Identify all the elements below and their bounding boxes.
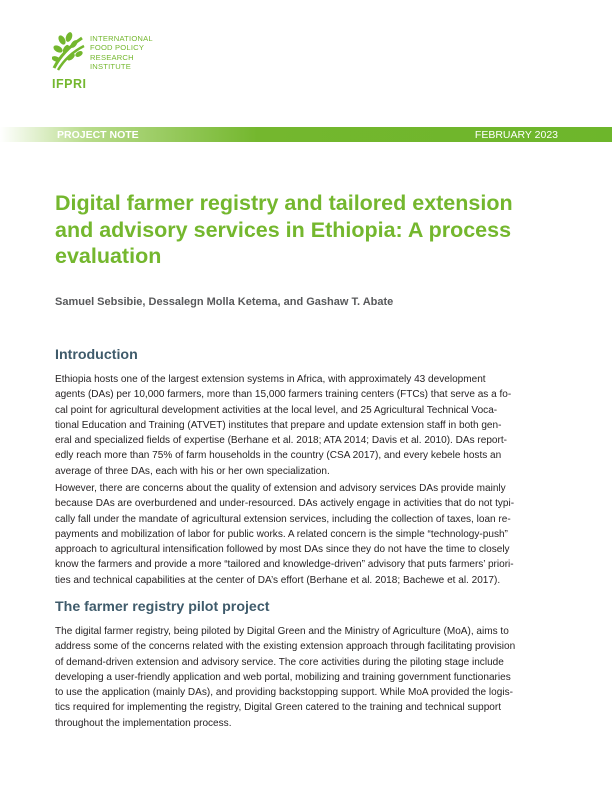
- text-line: The digital farmer registry, being piloted by Digital Green and the Ministry of Agriculture (MoA), aims to: [55, 626, 509, 637]
- paragraph: [55, 372, 558, 479]
- text-line: eral and specialized fields of expertise (Berhane et al. 2018; ATA 2014; Davis et al. 2010). DAs report-: [55, 435, 507, 447]
- text-line: cally fall under the mandate of agricultural extension services, including the collection of taxes, loan re-: [55, 513, 511, 525]
- logo-abbreviation: IFPRI: [52, 77, 87, 91]
- document-title: [55, 190, 565, 270]
- text-line: tional Education and Training (ATVET) institutes that prepare and update extension staff in both gen-: [55, 419, 502, 431]
- text-line: throughout the implementation process.: [55, 717, 232, 729]
- text-line: payments and mobilization of labor for public works. A related concern is the simple “technology-push”: [55, 528, 508, 540]
- text-line: average of three DAs, each with his or her own specialization.: [55, 465, 330, 477]
- title-line: and advisory services in Ethiopia: A process: [55, 217, 512, 242]
- paragraph: [55, 624, 558, 731]
- title-line: Digital farmer registry and tailored extension: [55, 191, 513, 215]
- authors: Samuel Sebsibie, Dessalegn Molla Ketema, and Gashaw T. Abate: [55, 296, 394, 308]
- text-line: developing a user-friendly application and web portal, mobilizing and training government functionaries: [55, 671, 511, 683]
- logo-line: FOOD POLICY: [90, 43, 145, 53]
- document-type-label: PROJECT NOTE: [57, 129, 139, 141]
- ifpri-logo: [52, 32, 172, 94]
- text-line: Ethiopia hosts one of the largest extension systems in Africa, with approximately 43 development: [55, 374, 486, 385]
- text-line: ties and technical capabilities at the center of DA’s effort (Berhane et al. 2018; Bachewe et al. 2017).: [55, 574, 501, 586]
- text-line: agents (DAs) per 10,000 farmers, more than 15,000 farmers training centers (FTCs) that serve as a fo-: [55, 389, 512, 401]
- section-heading-introduction: Introduction: [55, 347, 138, 363]
- wheat-logo-icon: [52, 32, 92, 78]
- text-line: because DAs are overburdened and under-resourced. DAs actively engage in activities that do not typi-: [55, 498, 515, 510]
- logo-wordmark: [90, 34, 153, 72]
- text-line: of demand-driven extension and advisory service. The core activities during the piloting stage include: [55, 656, 504, 668]
- text-line: approach to agricultural intensification followed by most DAs since they do not have the time to closely: [55, 544, 510, 556]
- publication-date: FEBRUARY 2023: [474, 129, 558, 141]
- text-line: to use the application (mainly DAs), and providing backstopping support. While MoA provided the logis-: [55, 687, 513, 699]
- text-line: cal point for agricultural development activities at the local level, and 25 Agricultural Technical Voca-: [55, 404, 498, 416]
- logo-line: INTERNATIONAL: [90, 34, 153, 43]
- text-line: However, there are concerns about the quality of extension and advisory services DAs provide mainly: [55, 483, 506, 494]
- text-line: edly reach more than 75% of farm households in the country (CSA 2017), and every kebele hosts an: [55, 450, 502, 462]
- title-line: evaluation: [55, 244, 162, 268]
- text-line: know the farmers and provide a more “tailored and knowledge-driven” advisory that puts farmers’ priori-: [55, 559, 514, 571]
- section-heading-farmer-registry: The farmer registry pilot project: [55, 599, 270, 615]
- text-line: address some of the concerns related with the existing extension approach through facilitating provision: [55, 641, 516, 653]
- logo-line: RESEARCH: [90, 52, 134, 62]
- paragraph: [55, 481, 558, 588]
- logo-line: INSTITUTE: [90, 62, 132, 72]
- text-line: tics required for implementing the registry, Digital Green catered to the training and technical support: [55, 702, 502, 714]
